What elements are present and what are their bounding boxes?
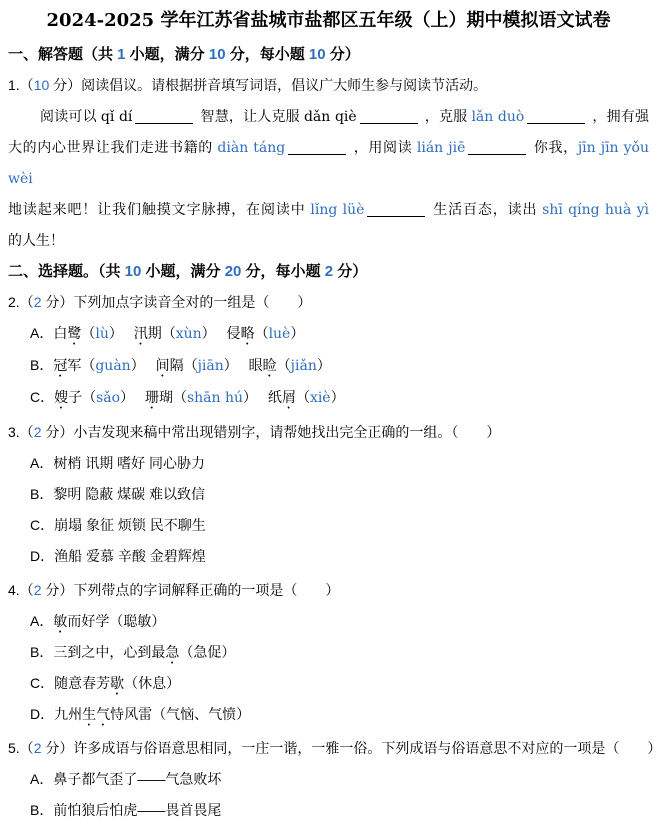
text-segment: （ bbox=[276, 357, 291, 373]
pinyin-text: dǎn qiè bbox=[303, 109, 357, 125]
text-segment: 的人生！ bbox=[8, 232, 64, 248]
text-segment: ） bbox=[290, 325, 305, 341]
text-segment: A．树梢 讯期 嗜好 同心胁力 bbox=[30, 455, 206, 471]
score-number: 10 bbox=[124, 263, 142, 280]
dotted-char: 珊 bbox=[144, 389, 159, 405]
text-segment: 5.（ bbox=[8, 740, 34, 756]
passage-line bbox=[8, 101, 649, 132]
pinyin-text: qǐ dí bbox=[100, 109, 133, 125]
text-segment: ） 纸 bbox=[243, 389, 282, 405]
text-segment: 4.（ bbox=[8, 582, 34, 598]
text-segment: 阅读可以 bbox=[40, 108, 101, 124]
text-segment: C．崩塌 象征 烦锁 民不聊生 bbox=[30, 517, 206, 533]
text-segment: 你我， bbox=[529, 139, 578, 155]
blank-line bbox=[135, 110, 193, 124]
dotted-char: 略 bbox=[240, 325, 255, 341]
pinyin-text: guàn bbox=[95, 358, 131, 374]
text-segment: 隔（ bbox=[169, 357, 198, 373]
score-number: 2 bbox=[33, 582, 42, 598]
text-segment: B． bbox=[30, 357, 54, 373]
text-segment: 分）许多成语与俗语意思相同，一庄一谐，一雅一俗。下列成语与俗语意思不对应的一项是（ ） bbox=[41, 740, 661, 756]
question-5 bbox=[8, 733, 661, 826]
question-3-option-d bbox=[8, 541, 649, 572]
pinyin-text: shān hú bbox=[186, 390, 244, 406]
text-segment: 分）下列加点字读音全对的一组是（ ） bbox=[41, 294, 312, 310]
score-number: 10 bbox=[308, 46, 326, 63]
score-number: 2 bbox=[33, 740, 42, 756]
score-number: 10 bbox=[208, 46, 226, 63]
text-segment: （休息） bbox=[124, 675, 181, 691]
text-segment: 子（ bbox=[68, 389, 97, 405]
pinyin-text: lǎn duò bbox=[471, 109, 525, 125]
text-segment: 大的内心世界让我们走进书籍的 bbox=[8, 139, 218, 155]
score-number: 10 bbox=[33, 77, 50, 93]
blank-line bbox=[468, 141, 526, 155]
blank-line bbox=[360, 110, 418, 124]
text-segment: （ bbox=[295, 389, 310, 405]
text-segment: 一、解答题（共 bbox=[8, 46, 118, 63]
pinyin-text: diàn táng bbox=[217, 140, 286, 156]
dotted-char: 嫂 bbox=[54, 389, 69, 405]
blank-line bbox=[288, 141, 346, 155]
text-segment: 3.（ bbox=[8, 424, 34, 440]
score-number: 2 bbox=[33, 424, 42, 440]
question-1-passage bbox=[8, 101, 649, 255]
pinyin-text: lián jiē bbox=[416, 140, 466, 156]
text-segment: 生活百态，读出 bbox=[428, 201, 543, 217]
section-2-heading bbox=[8, 260, 649, 284]
question-4-option-a bbox=[8, 606, 649, 637]
pinyin-text: luè bbox=[268, 326, 291, 342]
text-segment: 1.（ bbox=[8, 77, 34, 93]
question-4-option-c bbox=[8, 668, 649, 699]
text-segment: （ bbox=[254, 325, 269, 341]
text-segment: A．白 bbox=[30, 325, 68, 341]
passage-line bbox=[8, 194, 649, 225]
text-segment: C．随意春芳 bbox=[30, 675, 111, 691]
question-4-option-d bbox=[8, 699, 649, 730]
question-5-option-b bbox=[8, 795, 649, 826]
text-segment: 分）小吉发现来稿中常出现错别字，请帮她找出完全正确的一组。（ ） bbox=[41, 424, 501, 440]
dotted-char: 鹭 bbox=[67, 325, 82, 341]
text-segment: （急促） bbox=[179, 644, 236, 660]
pinyin-text: sǎo bbox=[96, 390, 121, 406]
blank-line bbox=[367, 203, 425, 217]
dotted-char: 屑 bbox=[281, 389, 296, 405]
pinyin-text: jiān bbox=[197, 358, 224, 374]
text-segment: ） bbox=[130, 357, 156, 373]
text-segment: 分，每小题 bbox=[225, 46, 309, 63]
text-segment: ） 侵 bbox=[201, 325, 241, 341]
dotted-char: 急 bbox=[165, 644, 180, 660]
text-segment: A．鼻子都气歪了——气急败坏 bbox=[30, 771, 222, 787]
text-segment: 而好学（聪敏） bbox=[67, 613, 166, 629]
question-3 bbox=[8, 417, 649, 572]
pinyin-text: jiǎn bbox=[290, 358, 317, 374]
text-segment: 分） bbox=[333, 263, 368, 280]
question-3-stem bbox=[8, 417, 649, 448]
pinyin-text: shī qíng huà yì bbox=[542, 202, 650, 218]
score-number: 2 bbox=[324, 263, 334, 280]
pinyin-text: lǐng lüè bbox=[310, 202, 365, 218]
question-5-option-a bbox=[8, 764, 649, 795]
text-segment: C． bbox=[30, 389, 55, 405]
text-segment: 地读起来吧！让我们触摸文字脉搏，在阅读中 bbox=[8, 201, 311, 217]
text-segment: ，用阅读 bbox=[349, 139, 417, 155]
text-segment: 小题，满分 bbox=[125, 46, 209, 63]
question-5-stem bbox=[8, 733, 661, 764]
text-segment: ） 眼 bbox=[223, 357, 263, 373]
question-2-option-a bbox=[8, 318, 649, 350]
text-segment: 智慧，让人克服 bbox=[196, 108, 304, 124]
question-4-option-b bbox=[8, 637, 649, 668]
pinyin-text: xùn bbox=[175, 326, 202, 342]
text-segment: ，克服 bbox=[420, 108, 472, 124]
text-segment: 2.（ bbox=[8, 294, 34, 310]
question-2-option-b bbox=[8, 350, 649, 382]
dotted-char: 敏 bbox=[53, 613, 68, 629]
question-2 bbox=[8, 287, 649, 414]
exam-title: 2024-2025 学年江苏省盐城市盐都区五年级（上）期中模拟语文试卷 bbox=[46, 10, 611, 31]
text-segment: ，拥有强 bbox=[588, 108, 650, 124]
dotted-char: 歇 bbox=[110, 675, 125, 691]
text-segment: 分）下列带点的字词解释正确的一项是（ ） bbox=[41, 582, 340, 598]
question-3-option-a bbox=[8, 448, 649, 479]
question-3-option-c bbox=[8, 510, 649, 541]
text-segment: ） bbox=[316, 357, 331, 373]
text-segment: D．渔船 爱慕 辛酸 金碧辉煌 bbox=[30, 548, 206, 564]
pinyin-text: lù bbox=[95, 326, 109, 342]
text-segment: 分）阅读倡议。请根据拼音填写词语，倡议广大师生参与阅读节活动。 bbox=[49, 77, 488, 93]
question-4-stem bbox=[8, 575, 649, 606]
text-segment: 小题，满分 bbox=[141, 263, 225, 280]
text-segment: B．前怕狼后怕虎——畏首畏尾 bbox=[30, 802, 222, 818]
question-3-option-b bbox=[8, 479, 649, 510]
text-segment: ） bbox=[330, 389, 345, 405]
section-1-heading bbox=[8, 43, 649, 67]
score-number: 20 bbox=[224, 263, 242, 280]
dotted-char: 间 bbox=[155, 357, 170, 373]
dotted-char: 冠 bbox=[53, 357, 68, 373]
text-segment: B．三到之中，心到最 bbox=[30, 644, 166, 660]
text-segment: 恃风雷（气恼、气愤） bbox=[110, 706, 251, 722]
question-2-stem bbox=[8, 287, 649, 318]
question-2-option-c bbox=[8, 382, 649, 414]
text-segment: ） bbox=[120, 389, 145, 405]
text-segment: A． bbox=[30, 613, 54, 629]
question-1-stem bbox=[8, 70, 649, 101]
dotted-char: 睑 bbox=[262, 357, 277, 373]
question-4 bbox=[8, 575, 649, 730]
text-segment: 分，每小题 bbox=[241, 263, 325, 280]
blank-line bbox=[527, 110, 585, 124]
passage-line bbox=[8, 132, 649, 194]
text-segment: 瑚（ bbox=[158, 389, 187, 405]
text-segment: （ bbox=[81, 325, 96, 341]
dotted-char: 汛 bbox=[133, 325, 148, 341]
pinyin-text: xiè bbox=[309, 390, 331, 406]
text-segment: 二、选择题。（共 bbox=[8, 263, 125, 280]
text-segment: 期（ bbox=[147, 325, 176, 341]
text-segment: B．黎明 隐蔽 煤碳 难以致信 bbox=[30, 486, 206, 502]
score-number: 1 bbox=[117, 46, 126, 63]
text-segment: D．九州 bbox=[30, 706, 83, 722]
text-segment: 军（ bbox=[67, 357, 96, 373]
pinyin-text: jīn jīn yǒu wèi bbox=[8, 140, 650, 187]
score-number: 2 bbox=[33, 294, 42, 310]
passage-line bbox=[8, 225, 649, 255]
text-segment: ） bbox=[108, 325, 134, 341]
dotted-char: 生气 bbox=[82, 706, 111, 722]
text-segment: 分） bbox=[325, 46, 360, 63]
